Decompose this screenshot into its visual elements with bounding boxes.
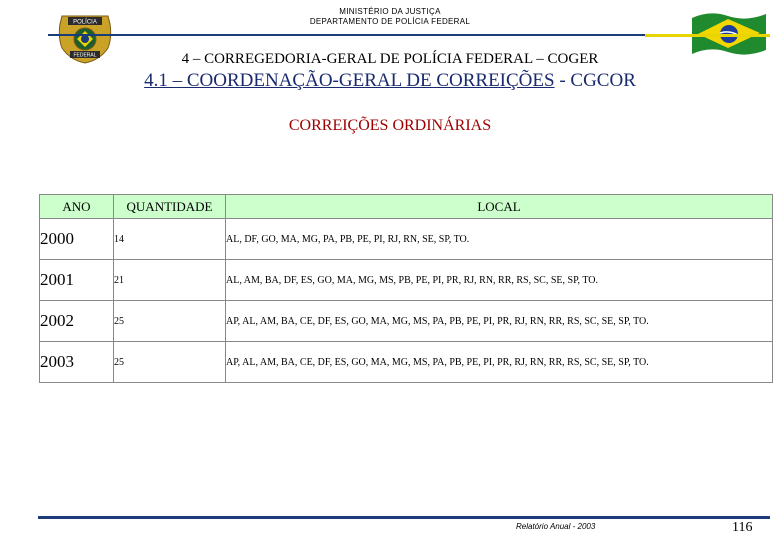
table-row	[40, 260, 773, 301]
subsection-title-suffix: - CGCOR	[554, 70, 636, 91]
svg-text:POLÍCIA: POLÍCIA	[73, 19, 97, 26]
table-row	[40, 301, 773, 342]
location-cell: AL, AM, BA, DF, ES, GO, MA, MG, MS, PB, PE, PI, PR, RJ, RN, RR, RS, SC, SE, SP, TO.	[226, 260, 773, 301]
column-header-quantity: QUANTIDADE	[114, 195, 226, 219]
department-name: DEPARTAMENTO DE POLÍCIA FEDERAL	[309, 17, 471, 26]
header-rule-yellow	[645, 34, 770, 37]
location-cell: AP, AL, AM, BA, CE, DF, ES, GO, MA, MG, MS, PA, PB, PE, PI, PR, RJ, RN, RR, RS, SC, SE, SP, TO.	[226, 342, 773, 383]
footer-rule	[38, 516, 770, 519]
location-cell: AP, AL, AM, BA, CE, DF, ES, GO, MA, MG, MS, PA, PB, PE, PI, PR, RJ, RN, RR, RS, SC, SE, SP, TO.	[226, 301, 773, 342]
page-number: 116	[732, 520, 753, 535]
quantity-cell: 21	[114, 260, 226, 301]
year-cell: 2002	[40, 301, 114, 342]
table-row	[40, 342, 773, 383]
page-subtitle: CORREIÇÕES ORDINÁRIAS	[288, 117, 492, 134]
subsection-title	[0, 70, 780, 92]
year-cell: 2000	[40, 219, 114, 260]
quantity-cell: 14	[114, 219, 226, 260]
report-label: Relatório Anual - 2003	[516, 522, 596, 531]
quantity-cell: 25	[114, 342, 226, 383]
section-title: 4 – CORREGEDORIA-GERAL DE POLÍCIA FEDERAL – COGER	[181, 51, 599, 67]
table-header-row	[40, 195, 773, 219]
inspections-table	[39, 194, 773, 383]
header-rule-blue	[48, 34, 645, 36]
svg-text:FEDERAL: FEDERAL	[73, 52, 97, 59]
column-header-year: ANO	[40, 195, 114, 219]
subsection-title-underlined: 4.1 – COORDENAÇÃO-GERAL DE CORREIÇÕES	[144, 70, 555, 91]
year-cell: 2003	[40, 342, 114, 383]
table-row	[40, 219, 773, 260]
ministry-name: MINISTÉRIO DA JUSTIÇA	[339, 7, 441, 16]
location-cell: AL, DF, GO, MA, MG, PA, PB, PE, PI, RJ, RN, SE, SP, TO.	[226, 219, 773, 260]
quantity-cell: 25	[114, 301, 226, 342]
year-cell: 2001	[40, 260, 114, 301]
column-header-location: LOCAL	[226, 195, 773, 219]
